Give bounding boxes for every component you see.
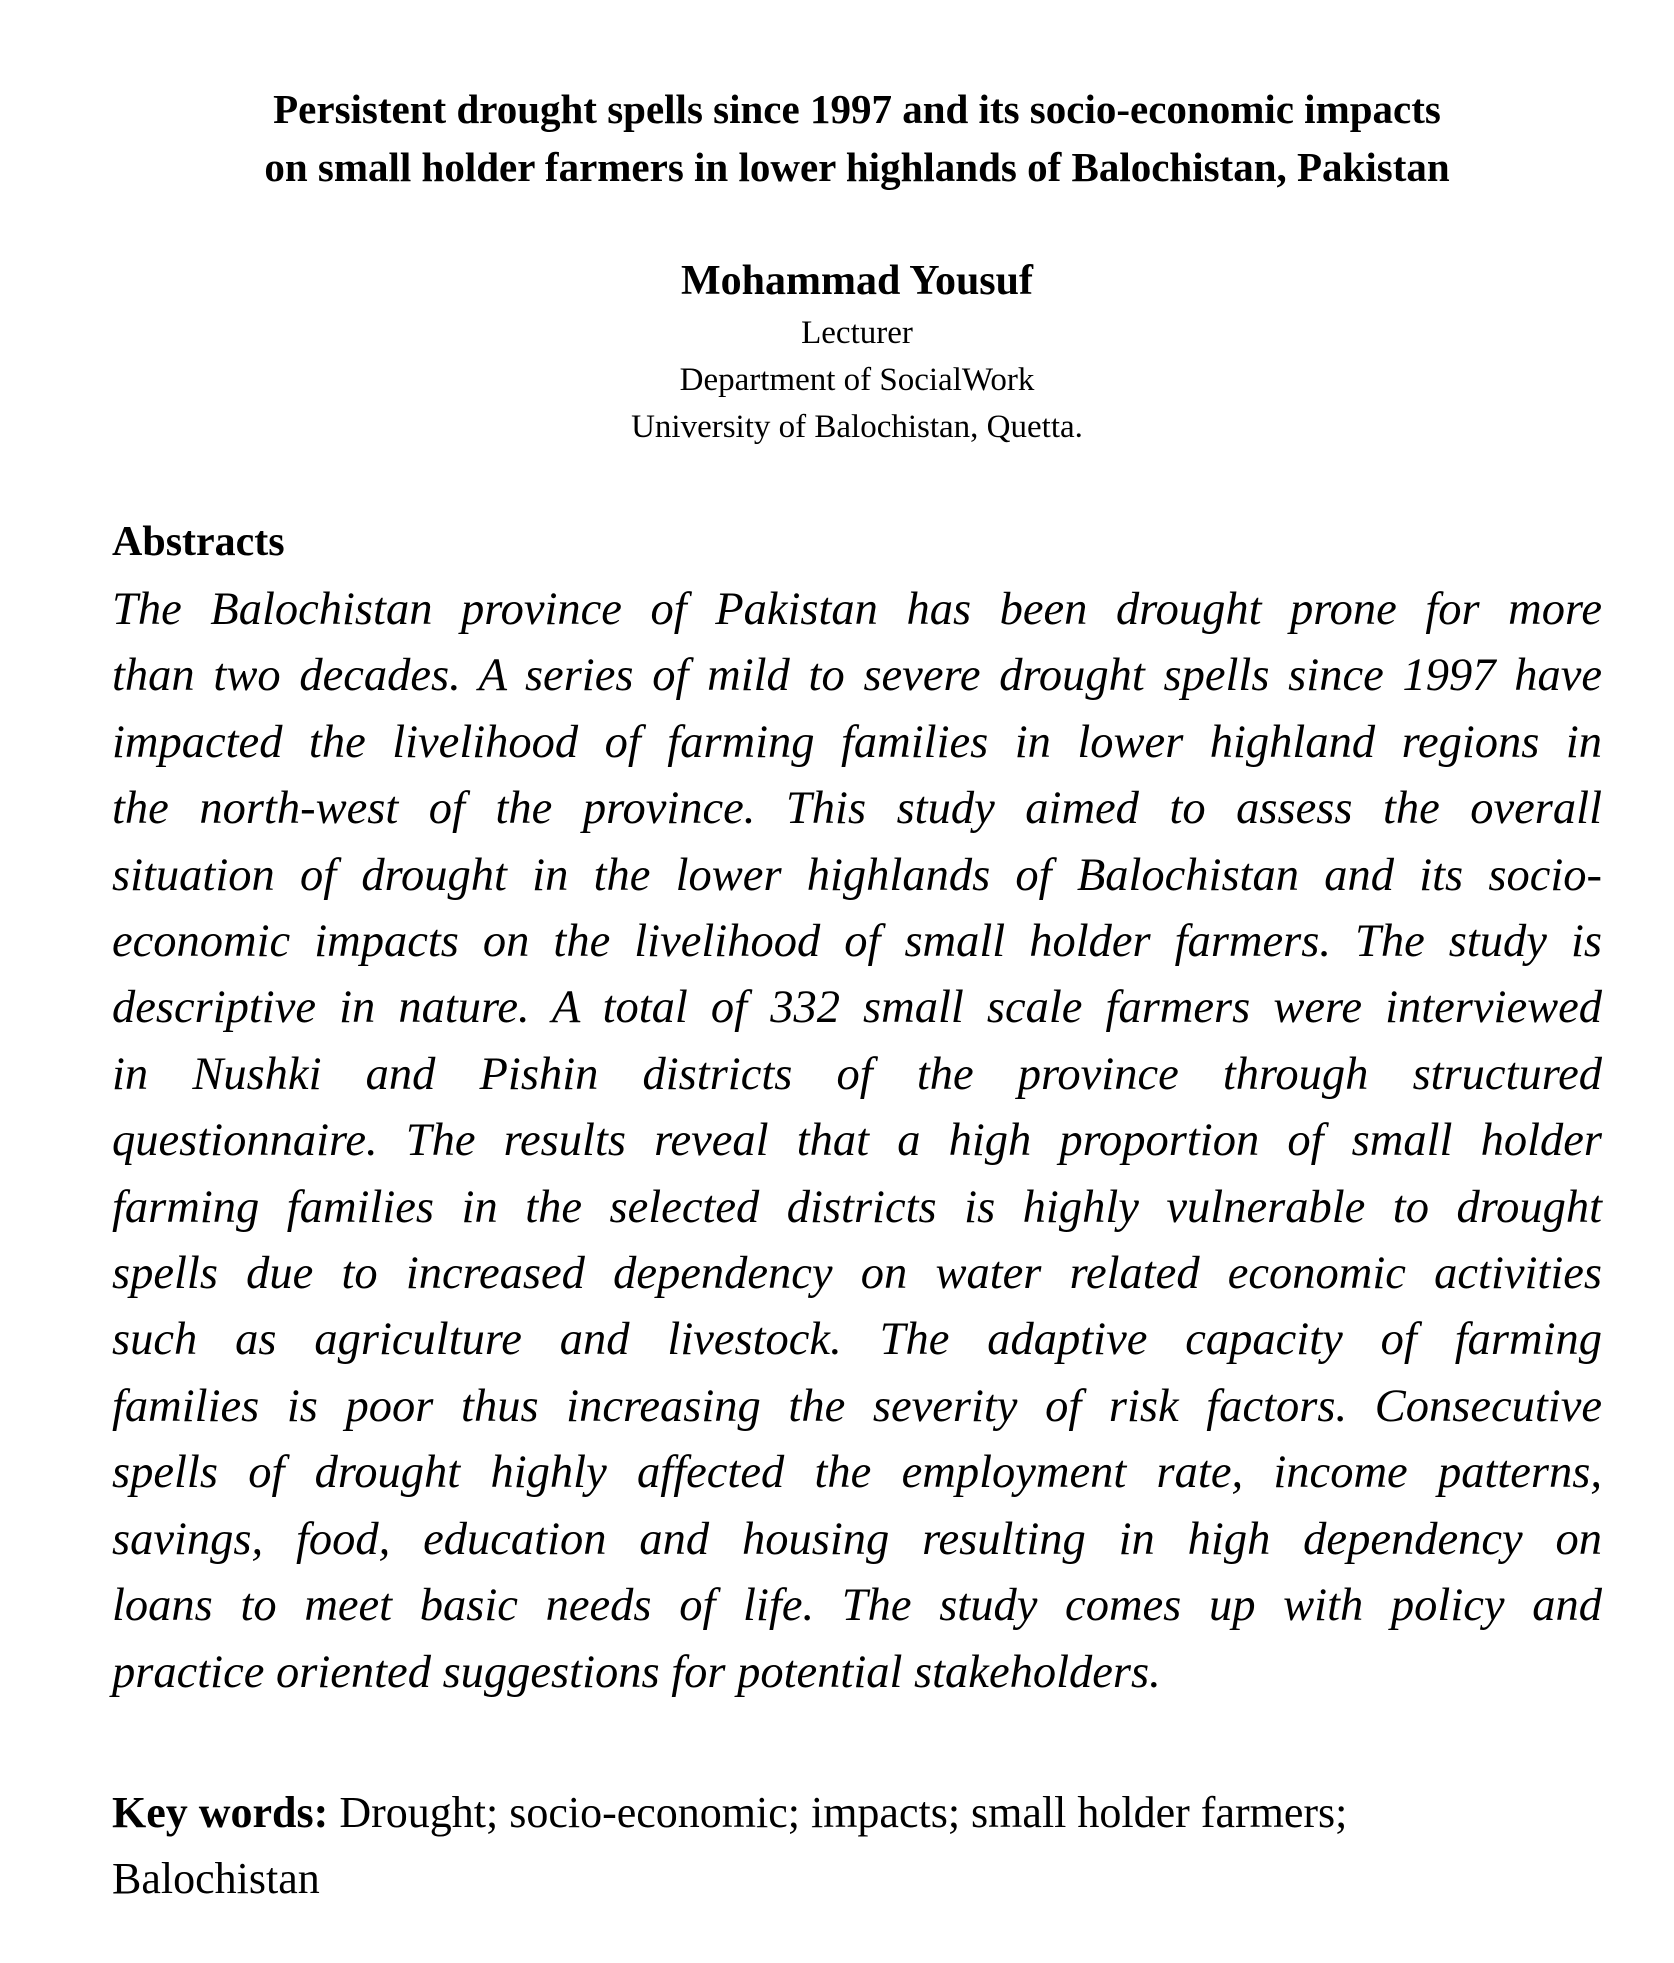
abstract-line: families is poor thus increasing the severity of risk factors. Consecutive <box>112 1380 1602 1432</box>
abstract-line: The Balochistan province of Pakistan has been drought prone for more <box>112 584 1602 635</box>
abstract-line: farming families in the selected districts is highly vulnerable to drought <box>112 1181 1602 1233</box>
author-institution: University of Balochistan, Quetta. <box>631 409 1083 445</box>
abstract-line: descriptive in nature. A total of 332 small scale farmers were interviewed <box>112 982 1602 1034</box>
abstract-line: questionnaire. The results reveal that a high proportion of small holder <box>112 1115 1602 1167</box>
abstract-line: spells of drought highly affected the employment rate, income patterns, <box>112 1447 1602 1499</box>
abstract-line: the north-west of the province. This study aimed to assess the overall <box>112 783 1602 835</box>
keywords-list-line-1: Drought; socio-economic; impacts; small holder farmers; <box>328 1788 1348 1837</box>
author-name: Mohammad Yousuf <box>681 258 1033 304</box>
paper-title-line-1: Persistent drought spells since 1997 and its socio-economic impacts <box>273 86 1441 132</box>
paper-title <box>112 80 1602 196</box>
paper-title-line-2: on small holder farmers in lower highlands of Balochistan, Pakistan <box>264 144 1450 190</box>
keywords <box>112 1780 1602 1912</box>
abstract-line: situation of drought in the lower highlands of Balochistan and its socio- <box>112 849 1602 901</box>
keywords-label: Key words: <box>112 1788 329 1837</box>
abstract-line: in Nushki and Pishin districts of the province through structured <box>112 1048 1602 1100</box>
author-block <box>112 252 1602 451</box>
abstract-line: economic impacts on the livelihood of small holder farmers. The study is <box>112 916 1602 968</box>
author-department: Department of SocialWork <box>679 362 1035 398</box>
abstract-line: practice oriented suggestions for potential stakeholders. <box>112 1646 1161 1698</box>
abstract-line: such as agriculture and livestock. The adaptive capacity of farming <box>112 1314 1602 1366</box>
abstract-line: loans to meet basic needs of life. The study comes up with policy and <box>112 1580 1602 1632</box>
author-position: Lecturer <box>801 315 913 351</box>
abstract-line: spells due to increased dependency on water related economic activities <box>112 1248 1602 1300</box>
keywords-list-line-2: Balochistan <box>112 1854 320 1903</box>
abstract-line: than two decades. A series of mild to severe drought spells since 1997 have <box>112 650 1602 702</box>
abstract-body <box>112 577 1602 1706</box>
abstract-heading: Abstracts <box>112 519 285 565</box>
abstract-line: impacted the livelihood of farming families in lower highland regions in <box>112 716 1602 768</box>
abstract-line: savings, food, education and housing resulting in high dependency on <box>112 1513 1602 1565</box>
